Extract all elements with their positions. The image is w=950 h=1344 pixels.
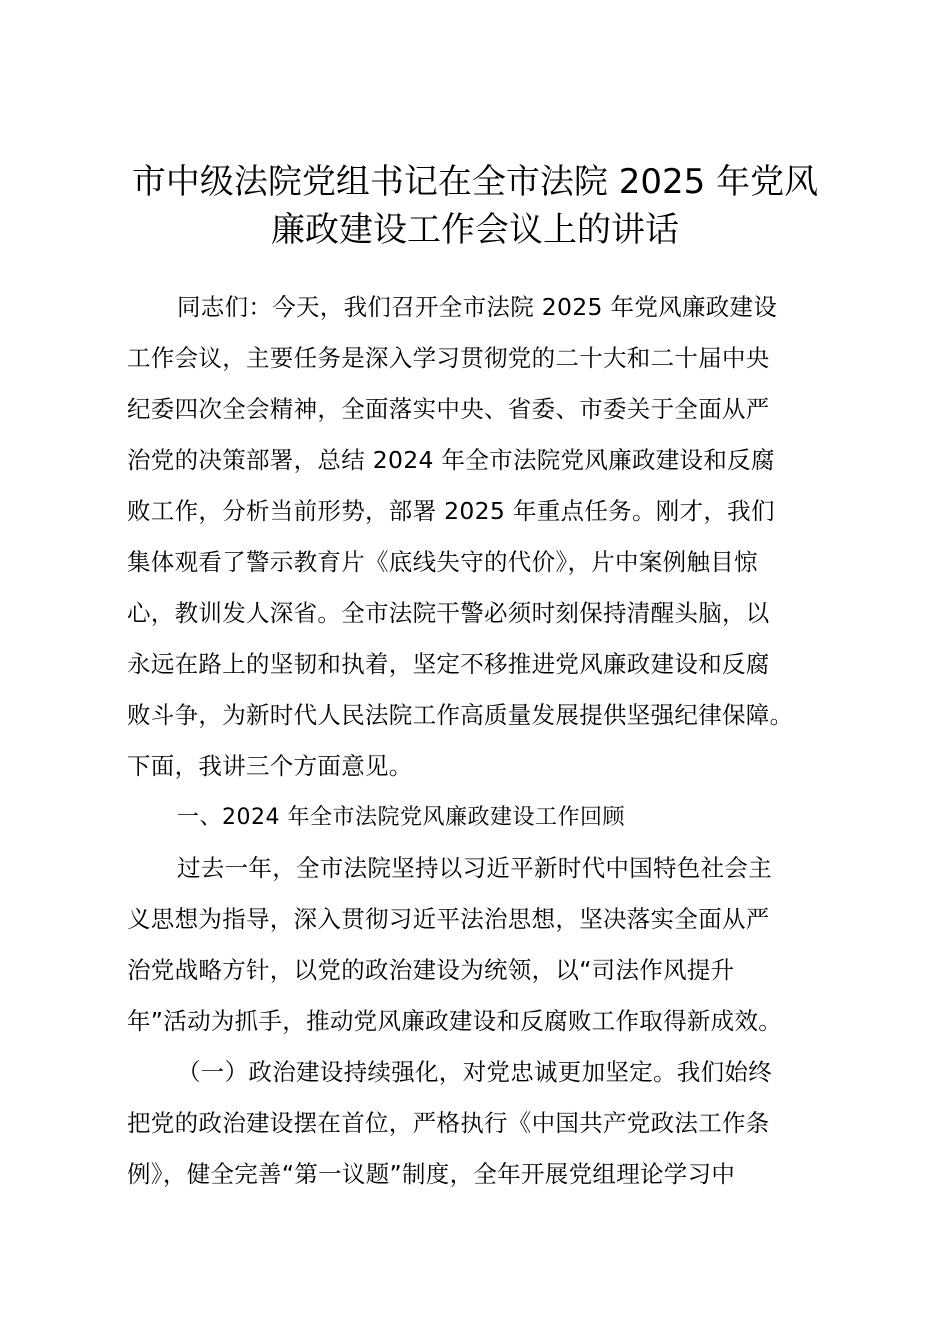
- paragraph-line: 永远在路上的坚韧和执着，坚定不移推进党风廉政建设和反腐: [127, 650, 770, 678]
- paragraph-line: 败工作，分析当前形势，部署 2025 年重点任务。刚才，我们: [127, 497, 775, 525]
- paragraph-line: 心，教训发人深省。全市法院干警必须时刻保持清醒头脑，以: [127, 599, 770, 627]
- title-line-1: 市中级法院党组书记在全市法院 2025 年党风: [131, 162, 819, 202]
- paragraph-line: 例》，健全完善“第一议题”制度，全年开展党组理论学习中: [127, 1160, 736, 1188]
- paragraph-line: 义思想为指导，深入贯彻习近平法治思想，坚决落实全面从严: [127, 905, 770, 933]
- paragraph-line: 过去一年，全市法院坚持以习近平新时代中国特色社会主: [177, 854, 772, 882]
- document-title: [115, 158, 835, 254]
- paragraph-line: 纪委四次全会精神，全面落实中央、省委、市委关于全面从严: [127, 395, 770, 423]
- paragraph-line: 工作会议，主要任务是深入学习贯彻党的二十大和二十届中央: [127, 344, 770, 372]
- section-heading: 一、2024 年全市法院党风廉政建设工作回顾: [177, 805, 625, 830]
- paragraph-line: 治党的决策部署，总结 2024 年全市法院党风廉政建设和反腐: [127, 446, 775, 474]
- paragraph-line: 把党的政治建设摆在首位，严格执行《中国共产党政法工作条: [127, 1109, 770, 1137]
- paragraph-line: 败斗争，为新时代人民法院工作高质量发展提供坚强纪律保障。: [127, 701, 794, 729]
- title-line-2: 廉政建设工作会议上的讲话: [271, 210, 679, 250]
- paragraph-line: 年”活动为抓手，推动党风廉政建设和反腐败工作取得新成效。: [127, 1007, 783, 1035]
- paragraph-line: 集体观看了警示教育片《底线失守的代价》，片中案例触目惊: [127, 548, 758, 576]
- subsection-line: （一）政治建设持续强化，对党忠诚更加坚定。我们始终: [177, 1058, 772, 1086]
- paragraph-line: 同志们：今天，我们召开全市法院 2025 年党风廉政建设: [177, 293, 778, 321]
- document-body: [127, 282, 827, 1200]
- paragraph-line: 下面，我讲三个方面意见。: [127, 752, 413, 780]
- paragraph-line: 治党战略方针，以党的政治建设为统领，以“司法作风提升: [127, 956, 735, 984]
